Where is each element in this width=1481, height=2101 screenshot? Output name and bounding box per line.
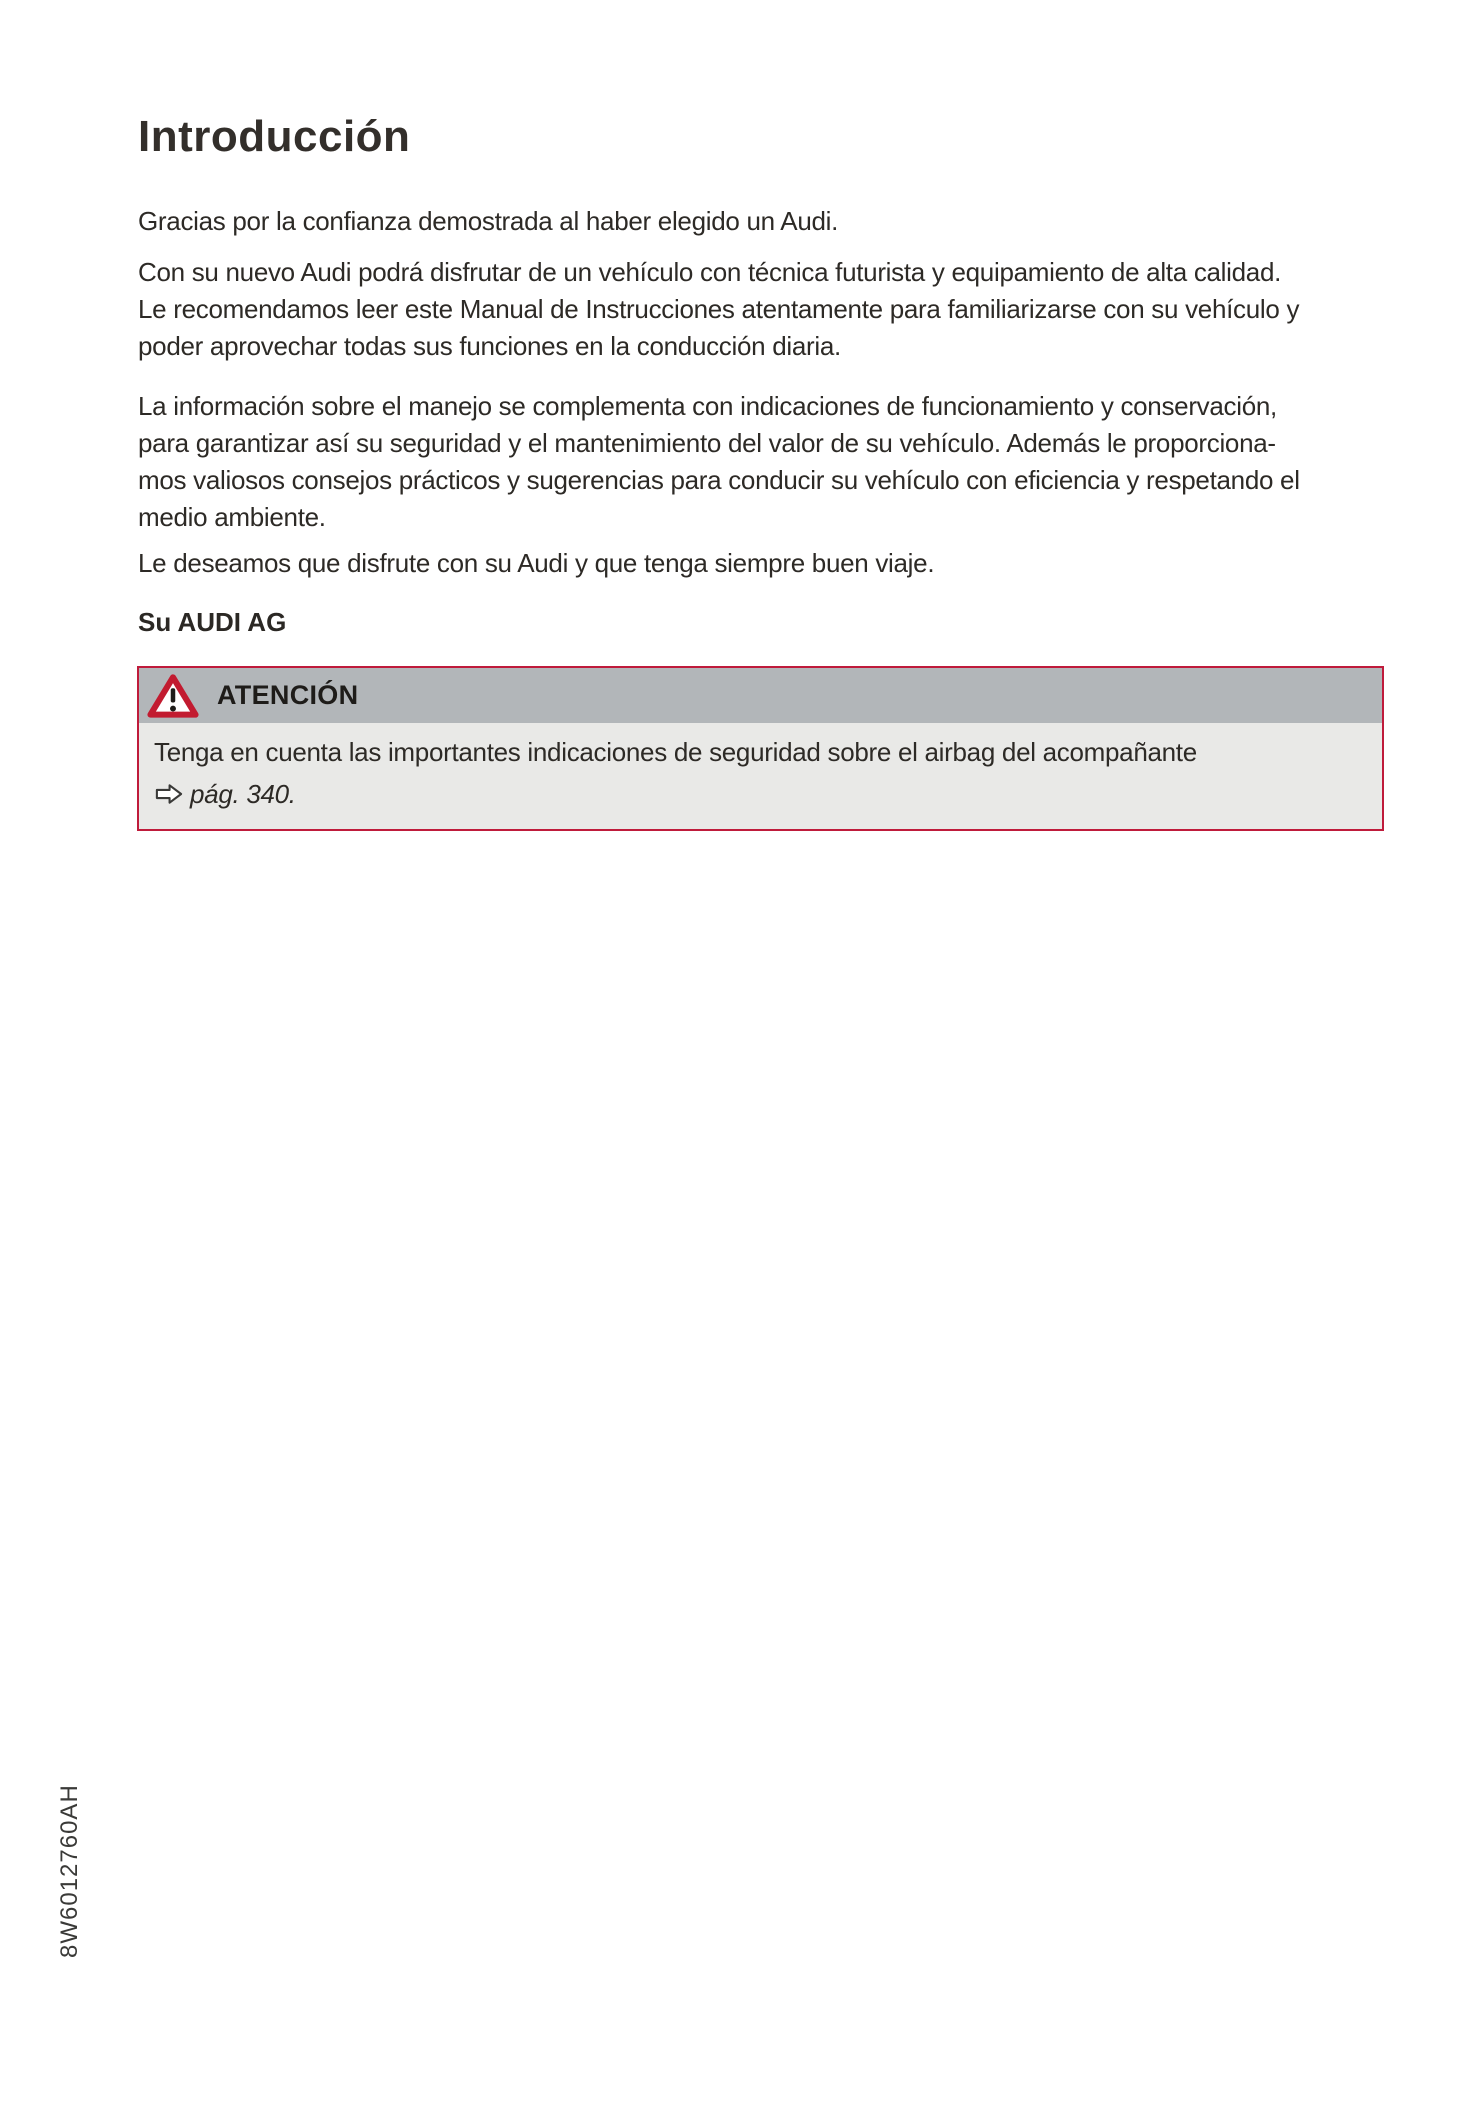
warning-header <box>139 668 1382 723</box>
arrow-right-icon <box>154 782 184 806</box>
paragraph-new-audi <box>138 254 1299 365</box>
page-reference: pág. 340. <box>190 779 296 809</box>
document-code: 8W6012760AH <box>56 1784 83 1958</box>
warning-text: Tenga en cuenta las importantes indicaciones de seguridad sobre el airbag del acompañante <box>154 737 1197 767</box>
warning-title: ATENCIÓN <box>217 680 359 710</box>
text-line: Con su nuevo Audi podrá disfrutar de un vehículo con técnica futurista y equipamiento de alta calidad. <box>138 257 1282 287</box>
text-line: Le recomendamos leer este Manual de Instrucciones atentamente para familiarizarse con su vehículo y <box>138 294 1300 324</box>
page-title: Introducción <box>138 112 411 161</box>
text-line: poder aprovechar todas sus funciones en la conducción diaria. <box>138 331 841 361</box>
signature-audi-ag: Su AUDI AG <box>138 607 287 637</box>
paragraph-information <box>138 388 1300 536</box>
paragraph-thanks <box>138 203 838 240</box>
warning-body <box>139 723 1382 829</box>
text-line: La información sobre el manejo se complementa con indicaciones de funcionamiento y conservación, <box>138 391 1277 421</box>
warning-triangle-icon <box>147 673 199 719</box>
paragraph-wishes <box>138 545 934 582</box>
text-line: medio ambiente. <box>138 502 326 532</box>
text-line: mos valiosos consejos prácticos y sugerencias para conducir su vehículo con eficiencia y respetando el <box>138 465 1300 495</box>
warning-box <box>137 666 1384 831</box>
warning-reference-line <box>154 773 1366 815</box>
text-line: para garantizar así su seguridad y el mantenimiento del valor de su vehículo. Además le proporciona- <box>138 428 1276 458</box>
text-line: Gracias por la confianza demostrada al haber elegido un Audi. <box>138 206 839 236</box>
text-line: Le deseamos que disfrute con su Audi y que tenga siempre buen viaje. <box>138 548 935 578</box>
